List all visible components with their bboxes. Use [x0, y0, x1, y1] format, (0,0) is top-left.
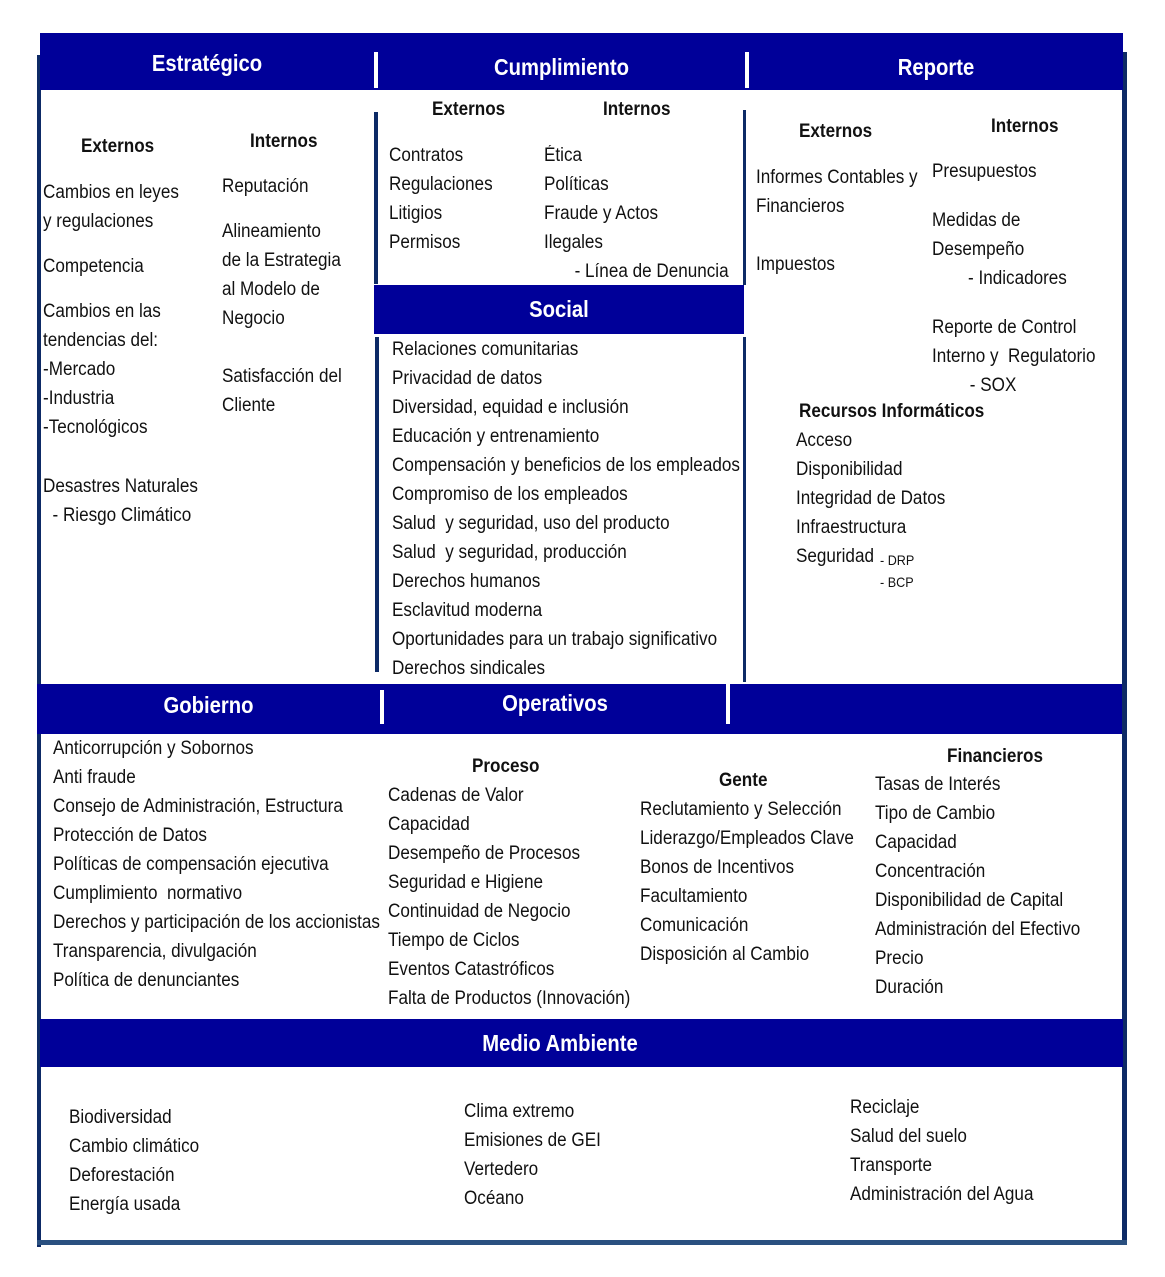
- estrategico-title: Estratégico: [151, 50, 263, 76]
- proceso-heading: Proceso: [472, 756, 540, 777]
- list-item: Fraude y Actos: [544, 203, 659, 224]
- list-item: Litigios: [389, 203, 443, 224]
- list-item: Acceso: [796, 430, 853, 451]
- list-item: Comunicación: [640, 915, 749, 936]
- seguridad-sublist: [880, 549, 914, 593]
- list-item: Biodiversidad: [69, 1107, 172, 1128]
- reporte-internos-list: [932, 157, 1096, 400]
- list-item: Permisos: [389, 232, 461, 253]
- list-item: Cambio climático: [69, 1136, 200, 1157]
- list-item: Reciclaje: [850, 1097, 920, 1118]
- list-item: Reputación: [222, 176, 309, 197]
- header-separator: [745, 52, 749, 88]
- list-item: Satisfacción del: [222, 366, 342, 387]
- social-right-border: [743, 337, 746, 682]
- list-item: Capacidad: [388, 814, 470, 835]
- list-item: Deforestación: [69, 1165, 175, 1186]
- list-item: Negocio: [222, 308, 285, 329]
- list-item: Políticas de compensación ejecutiva: [53, 854, 329, 875]
- reporte-externos-heading: Externos: [799, 121, 873, 142]
- estrategico-internos-heading: Internos: [250, 131, 318, 152]
- list-item: Financieros: [756, 196, 845, 217]
- financieros-list: [875, 770, 1080, 1002]
- list-item: -Industria: [43, 388, 115, 409]
- list-item: - Indicadores: [968, 268, 1067, 289]
- list-item: -Tecnológicos: [43, 417, 148, 438]
- list-item: Tiempo de Ciclos: [388, 930, 520, 951]
- list-item: Ética: [544, 145, 583, 166]
- reporte-externos-list: [756, 163, 918, 279]
- list-item: Infraestructura: [796, 517, 907, 538]
- list-item: Continuidad de Negocio: [388, 901, 571, 922]
- list-item: Alineamiento: [222, 221, 321, 242]
- reporte-title: Reporte: [897, 54, 975, 80]
- reporte-internos-heading: Internos: [991, 116, 1059, 137]
- header-separator: [374, 52, 378, 88]
- list-item: Presupuestos: [932, 161, 1037, 182]
- list-item: Diversidad, equidad e inclusión: [392, 397, 629, 418]
- medio-ambiente-col2: [464, 1097, 601, 1213]
- list-item: Reporte de Control: [932, 317, 1077, 338]
- list-item: - BCP: [880, 574, 914, 590]
- social-left-border: [375, 337, 379, 672]
- list-item: Consejo de Administración, Estructura: [53, 796, 343, 817]
- list-item: Administración del Efectivo: [875, 919, 1081, 940]
- gobierno-title: Gobierno: [163, 692, 254, 718]
- cumplimiento-externos-heading: Externos: [432, 99, 506, 120]
- frame-bottom-border: [37, 1240, 1127, 1245]
- list-item: Cambios en leyes: [43, 182, 179, 203]
- list-item: Oportunidades para un trabajo significativo: [392, 629, 718, 650]
- list-item: Salud y seguridad, producción: [392, 542, 627, 563]
- recursos-informaticos-list: [796, 426, 945, 571]
- list-item: Tipo de Cambio: [875, 803, 996, 824]
- list-item: - DRP: [880, 552, 915, 568]
- frame-left-border: [37, 55, 41, 1247]
- financieros-heading: Financieros: [947, 746, 1043, 767]
- list-item: Protección de Datos: [53, 825, 207, 846]
- list-item: Bonos de Incentivos: [640, 857, 795, 878]
- header-separator: [380, 690, 384, 724]
- list-item: Salud y seguridad, uso del producto: [392, 513, 670, 534]
- medio-ambiente-title: Medio Ambiente: [482, 1030, 638, 1056]
- list-item: Disponibilidad: [796, 459, 903, 480]
- list-item: Privacidad de datos: [392, 368, 543, 389]
- list-item: Derechos humanos: [392, 571, 541, 592]
- estrategico-externos-list: [43, 178, 198, 530]
- list-item: Seguridad: [796, 546, 874, 567]
- list-item: Duración: [875, 977, 944, 998]
- list-item: Derechos y participación de los accionistas: [53, 912, 380, 933]
- gente-heading: Gente: [719, 770, 768, 791]
- cumplimiento-left-border: [374, 112, 378, 284]
- list-item: Contratos: [389, 145, 464, 166]
- list-item: Desempeño: [932, 239, 1025, 260]
- list-item: Desastres Naturales: [43, 476, 198, 497]
- estrategico-internos-list: [222, 172, 342, 420]
- list-item: Compensación y beneficios de los empleados: [392, 455, 740, 476]
- list-item: Clima extremo: [464, 1101, 575, 1122]
- list-item: - SOX: [969, 375, 1017, 396]
- list-item: Seguridad e Higiene: [388, 872, 543, 893]
- list-item: -Mercado: [43, 359, 116, 380]
- list-item: Vertedero: [464, 1159, 539, 1180]
- list-item: Salud del suelo: [850, 1126, 967, 1147]
- list-item: Informes Contables y: [756, 167, 918, 188]
- list-item: Derechos sindicales: [392, 658, 546, 679]
- list-item: Emisiones de GEI: [464, 1130, 601, 1151]
- list-item: Impuestos: [756, 254, 835, 275]
- recursos-informaticos-heading: Recursos Informáticos: [799, 401, 985, 422]
- cumplimiento-title: Cumplimiento: [494, 54, 629, 80]
- list-item: Desempeño de Procesos: [388, 843, 581, 864]
- list-item: Liderazgo/Empleados Clave: [640, 828, 854, 849]
- list-item: Falta de Productos (Innovación): [388, 988, 631, 1009]
- list-item: Cumplimiento normativo: [53, 883, 243, 904]
- list-item: Anti fraude: [53, 767, 136, 788]
- list-item: al Modelo de: [222, 279, 320, 300]
- list-item: Competencia: [43, 256, 144, 277]
- list-item: y regulaciones: [43, 211, 154, 232]
- list-item: Océano: [464, 1188, 524, 1209]
- list-item: tendencias del:: [43, 330, 159, 351]
- list-item: Cliente: [222, 395, 276, 416]
- social-list: [392, 335, 740, 683]
- list-item: Concentración: [875, 861, 986, 882]
- header-separator: [726, 684, 730, 724]
- proceso-list: [388, 781, 630, 1013]
- list-item: Ilegales: [544, 232, 603, 253]
- cumplimiento-externos-list: [389, 141, 493, 257]
- list-item: Relaciones comunitarias: [392, 339, 579, 360]
- list-item: - Línea de Denuncia: [574, 261, 729, 282]
- list-item: de la Estrategia: [222, 250, 341, 271]
- cumplimiento-internos-list: [544, 141, 729, 286]
- list-item: Transporte: [850, 1155, 933, 1176]
- list-item: Administración del Agua: [850, 1184, 1034, 1205]
- list-item: Integridad de Datos: [796, 488, 946, 509]
- list-item: Esclavitud moderna: [392, 600, 543, 621]
- list-item: Reclutamiento y Selección: [640, 799, 842, 820]
- operativos-title: Operativos: [502, 690, 608, 716]
- social-title: Social: [529, 296, 589, 322]
- list-item: Eventos Catastróficos: [388, 959, 555, 980]
- list-item: Interno y Regulatorio: [932, 346, 1096, 367]
- list-item: Educación y entrenamiento: [392, 426, 600, 447]
- list-item: Políticas: [544, 174, 609, 195]
- list-item: Cambios en las: [43, 301, 161, 322]
- list-item: Precio: [875, 948, 924, 969]
- list-item: Medidas de: [932, 210, 1021, 231]
- cumplimiento-right-border: [743, 110, 746, 285]
- list-item: Transparencia, divulgación: [53, 941, 257, 962]
- list-item: Anticorrupción y Sobornos: [53, 738, 254, 759]
- list-item: - Riesgo Climático: [43, 505, 192, 526]
- medio-ambiente-col1: [69, 1103, 199, 1219]
- list-item: Disposición al Cambio: [640, 944, 810, 965]
- estrategico-externos-heading: Externos: [81, 136, 155, 157]
- list-item: Regulaciones: [389, 174, 493, 195]
- cumplimiento-internos-heading: Internos: [603, 99, 671, 120]
- list-item: Cadenas de Valor: [388, 785, 524, 806]
- list-item: Facultamiento: [640, 886, 748, 907]
- medio-ambiente-col3: [850, 1093, 1033, 1209]
- list-item: Disponibilidad de Capital: [875, 890, 1064, 911]
- list-item: Tasas de Interés: [875, 774, 1001, 795]
- list-item: Energía usada: [69, 1194, 181, 1215]
- list-item: Capacidad: [875, 832, 957, 853]
- gente-list: [640, 795, 854, 969]
- gobierno-list: [53, 734, 380, 995]
- list-item: Compromiso de los empleados: [392, 484, 628, 505]
- list-item: Política de denunciantes: [53, 970, 240, 991]
